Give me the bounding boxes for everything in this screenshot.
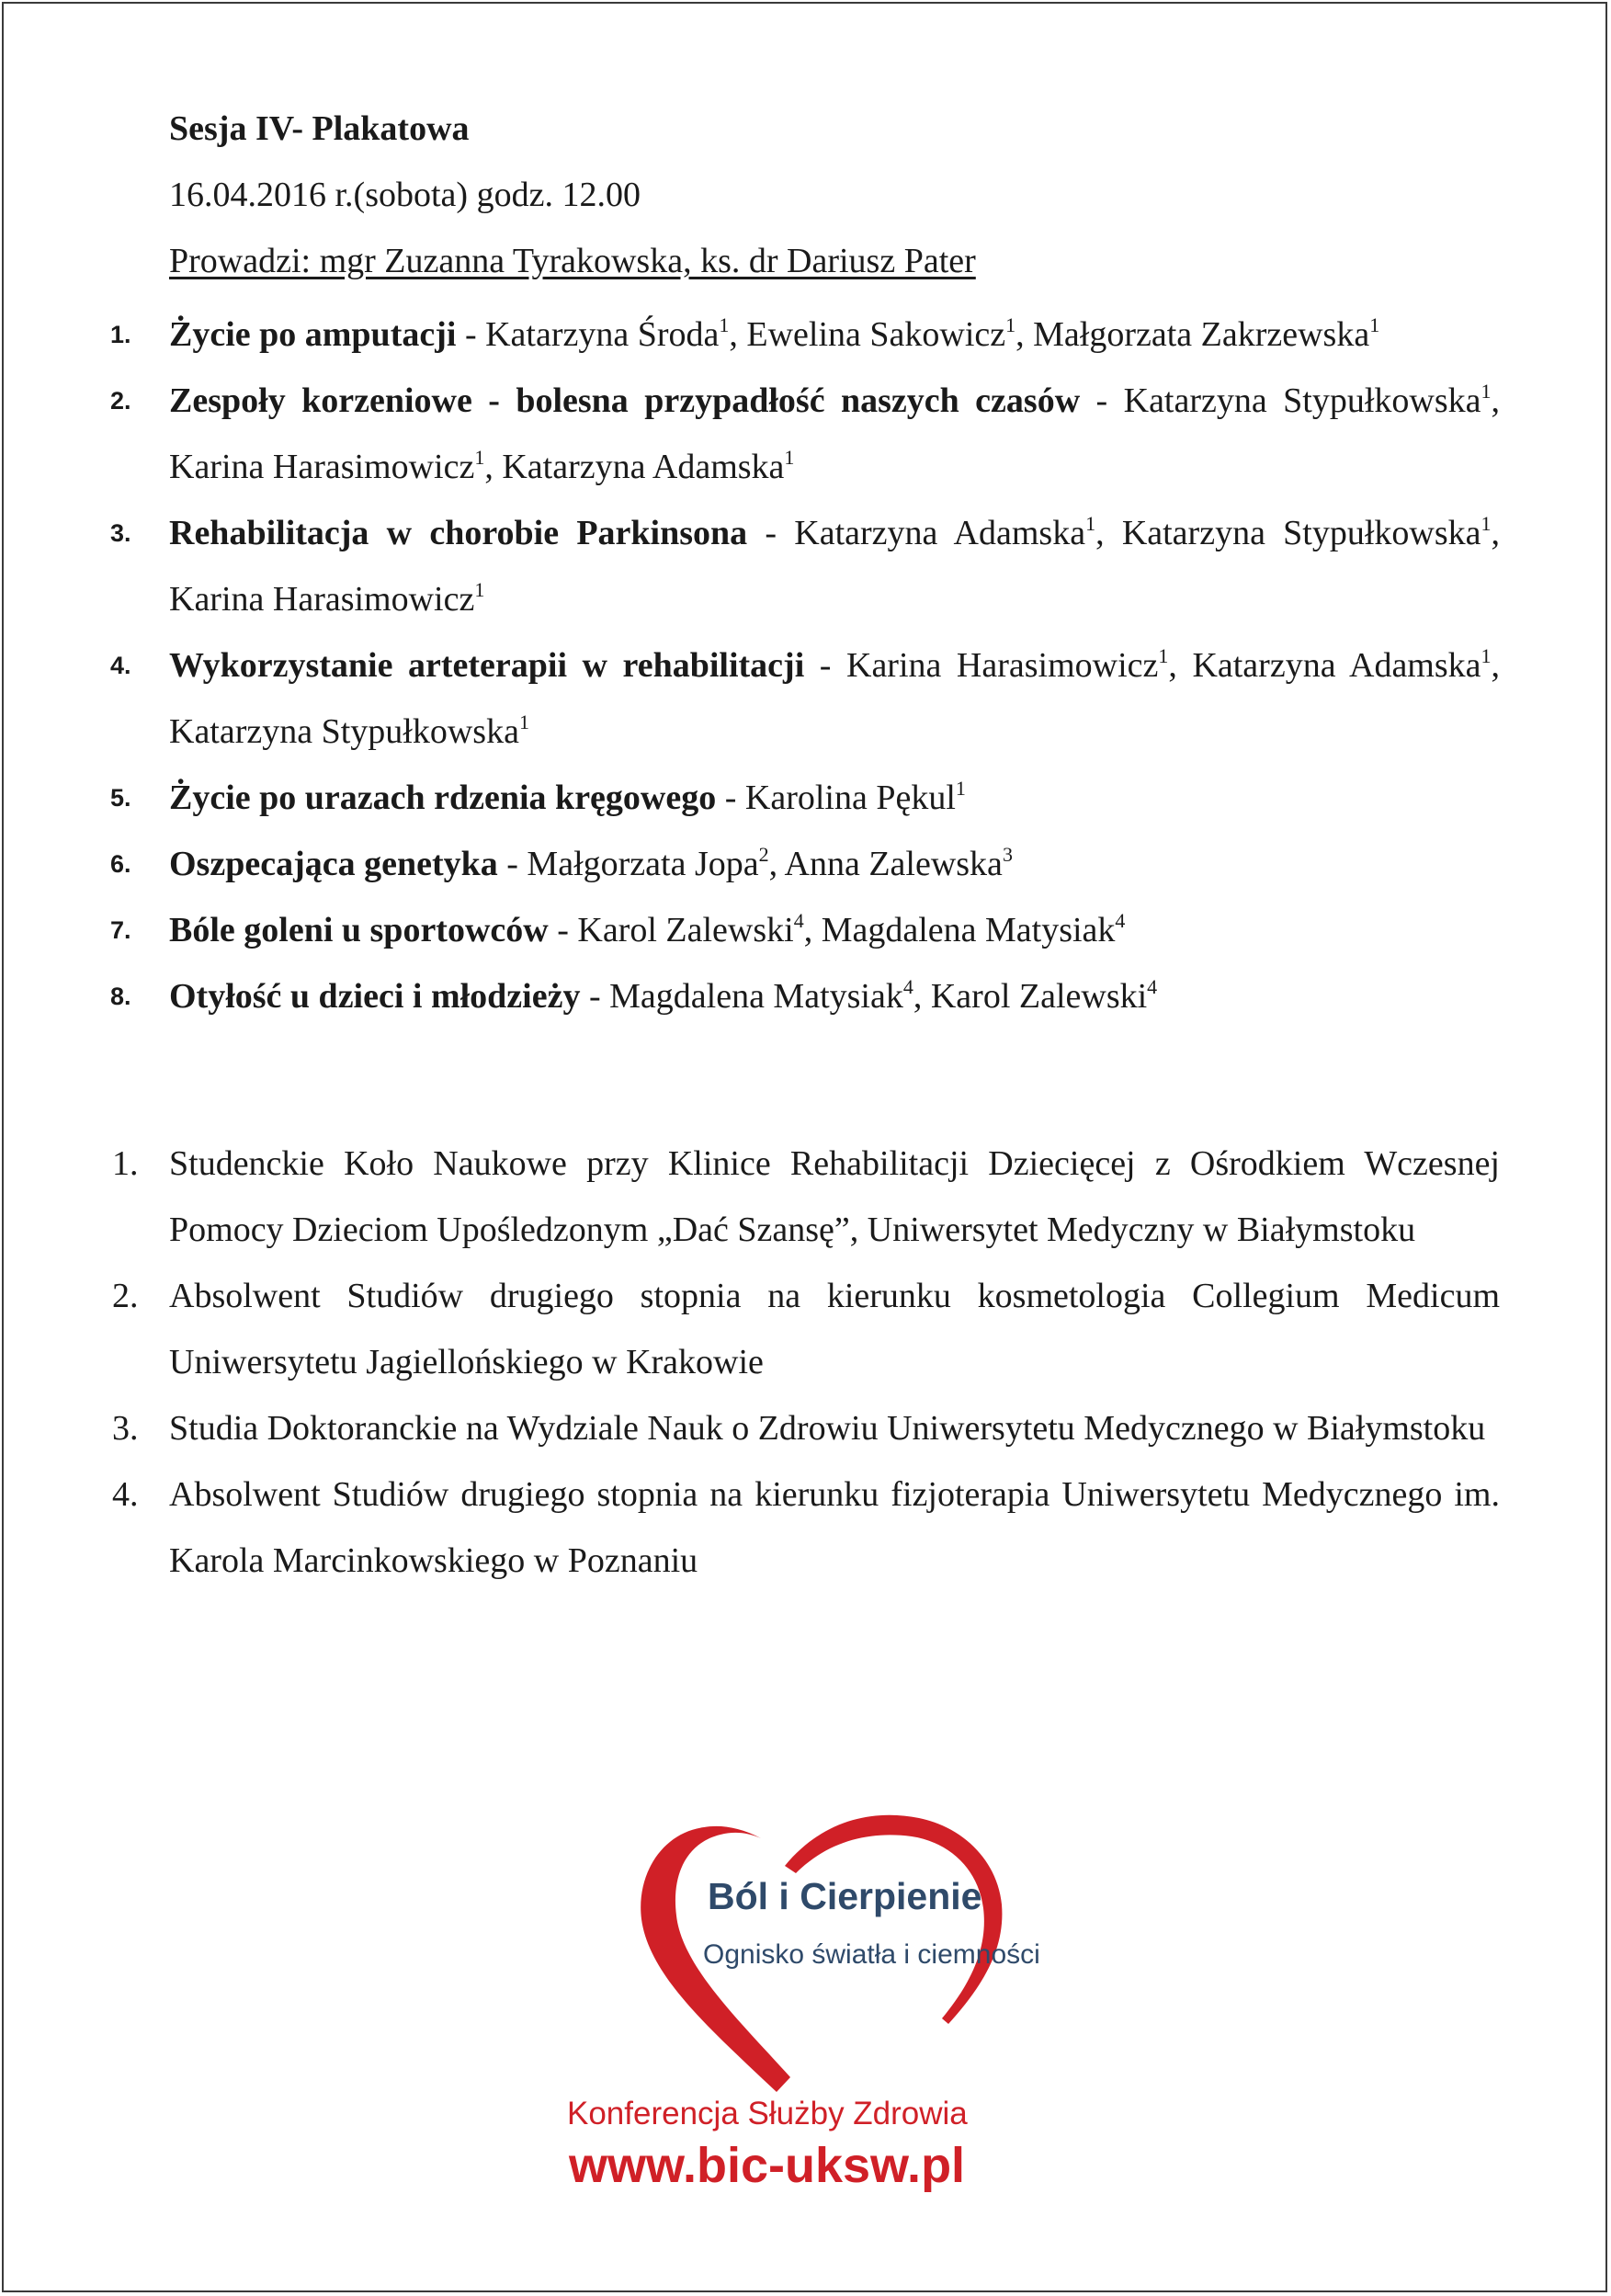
affiliation-marker: 4 [902,975,913,998]
affiliation-text: Absolwent Studiów drugiego stopnia na kierunku kosmetologia Collegium Medicum Uniwersytetu Jagiellońskiego w Krakowie [169,1277,1500,1381]
affiliation-marker: 1 [474,446,485,469]
author-name: Katarzyna Stypułkowska [1121,514,1481,552]
poster-number: 3. [110,519,131,547]
affiliation-marker: 1 [719,313,730,336]
affiliation-item [112,1263,1500,1395]
author-name: Karina Harasimowicz [846,646,1159,685]
author-name: Katarzyna Adamska [794,514,1086,552]
author-name: Karolina Pękul [744,779,956,817]
author-name: Karina Harasimowicz [169,580,475,619]
affiliation-item [112,1131,1500,1263]
poster-number: 4. [110,652,131,679]
session-date: 16.04.2016 r.(sobota) godz. 12.00 [169,176,641,214]
author-name: Magdalena Matysiak [609,977,903,1016]
affiliation-text: Studenckie Koło Naukowe przy Klinice Rehabilitacji Dziecięcej z Ośrodkiem Wczesnej Pomocy Dzieciom Upośledzonym „Dać Szansę”, Uniwersytet Medyczny w Białymstoku [169,1144,1500,1249]
affiliation-marker: 1 [1369,313,1380,336]
poster-item: 1. Życie po amputacji - Katarzyna Środa$^1$, Ewelina Sakowicz$^1$, Małgorzata Zakrzewska$^1$ [169,301,1500,368]
affiliation-text: Studia Doktoranckie na Wydziale Nauk o Zdrowiu Uniwersytetu Medycznego w Białymstoku [169,1409,1486,1448]
affiliation-item [112,1395,1500,1461]
poster-title: Otyłość u dzieci i młodzieży [169,977,581,1016]
affiliation-marker: 4 [1147,975,1158,998]
conference-logo [567,1811,1066,2206]
author-name: Magdalena Matysiak [821,911,1116,949]
affiliation-marker: 1 [1481,380,1492,403]
affiliation-list [112,1131,1500,1594]
affiliation-marker: 4 [1115,909,1126,932]
affiliation-marker: 2 [758,843,769,866]
session-title: Sesja IV- Plakatowa [169,109,470,148]
affiliation-marker: 1 [1085,512,1096,535]
author-name: Małgorzata Jopa [527,845,759,883]
poster-number: 5. [110,784,131,812]
author-name: Karol Zalewski [577,911,794,949]
poster-item: 2. Zespoły korzeniowe - bolesna przypadłość naszych czasów - Katarzyna Stypułkowska$^1$, Karina Harasimowicz$^1$, Katarzyna Adamska$^1$ [169,368,1500,500]
affiliation-marker: 1 [474,578,485,601]
poster-item: 7. Bóle goleni u sportowców - Karol Zalewski$^4$, Magdalena Matysiak$^4$ [169,897,1500,963]
poster-title: Życie po urazach rdzenia kręgowego [169,779,717,817]
affiliation-text: Absolwent Studiów drugiego stopnia na kierunku fizjoterapia Uniwersytetu Medycznego im. Karola Marcinkowskiego w Poznaniu [169,1475,1500,1580]
poster-item: 3. Rehabilitacja w chorobie Parkinsona - Katarzyna Adamska$^1$, Katarzyna Stypułkowska$^1$, Karina Harasimowicz$^1$ [169,500,1500,632]
poster-title: Bóle goleni u sportowców [169,911,549,949]
poster-item: 5. Życie po urazach rdzenia kręgowego - Karolina Pękul$^1$ [169,765,1500,831]
poster-number: 2. [110,387,131,415]
logo-conference: Konferencja Służby Zdrowia [567,2096,968,2131]
author-name: Karol Zalewski [930,977,1148,1016]
poster-number: 7. [110,916,131,944]
poster-item: 6. Oszpecająca genetyka - Małgorzata Jopa$^2$, Anna Zalewska$^3$ [169,831,1500,897]
poster-item: 4. Wykorzystanie arteterapii w rehabilitacji - Karina Harasimowicz$^1$, Katarzyna Adamska$^1$, Katarzyna Stypułkowska$^1$ [169,632,1500,765]
author-name: Katarzyna Stypułkowska [169,712,519,751]
affiliation-number: 1. [112,1144,139,1183]
author-name: Anna Zalewska [784,845,1003,883]
author-name: Ewelina Sakowicz [746,315,1006,354]
poster-title: Życie po amputacji [169,315,457,354]
affiliation-marker: 4 [793,909,804,932]
logo-subtitle: Ognisko światła i ciemności [703,1939,1040,1970]
poster-list [110,301,1501,1029]
session-moderators: Prowadzi: mgr Zuzanna Tyrakowska, ks. dr Dariusz Pater [169,242,976,280]
document-body [110,103,1501,1594]
affiliation-marker: 1 [1158,644,1169,667]
affiliation-number: 2. [112,1277,139,1315]
poster-title: Wykorzystanie arteterapii w rehabilitacji [169,646,805,685]
author-name: Katarzyna Adamska [502,448,785,486]
poster-title: Zespoły korzeniowe - bolesna przypadłość naszych czasów [169,381,1081,420]
author-name: Katarzyna Środa [485,315,720,354]
author-name: Katarzyna Adamska [1192,646,1481,685]
affiliation-marker: 1 [518,710,529,733]
logo-url[interactable]: www.bic-uksw.pl [569,2138,966,2193]
poster-number: 6. [110,850,131,878]
affiliation-marker: 1 [1481,644,1492,667]
affiliation-item [112,1461,1500,1594]
poster-title: Oszpecająca genetyka [169,845,498,883]
affiliation-marker: 3 [1002,843,1013,866]
affiliation-marker: 1 [784,446,795,469]
affiliation-number: 4. [112,1475,139,1514]
poster-number: 1. [110,321,131,348]
poster-number: 8. [110,983,131,1010]
affiliation-number: 3. [112,1409,139,1448]
poster-title: Rehabilitacja w chorobie Parkinsona [169,514,748,552]
affiliation-marker: 1 [1005,313,1016,336]
author-name: Małgorzata Zakrzewska [1033,315,1370,354]
affiliation-marker: 1 [1481,512,1492,535]
author-name: Karina Harasimowicz [169,448,475,486]
affiliation-marker: 1 [955,777,966,800]
logo-title: Ból i Cierpienie [708,1875,982,1917]
author-name: Katarzyna Stypułkowska [1123,381,1481,420]
poster-item: 8. Otyłość u dzieci i młodzieży - Magdalena Matysiak$^4$, Karol Zalewski$^4$ [169,963,1500,1029]
